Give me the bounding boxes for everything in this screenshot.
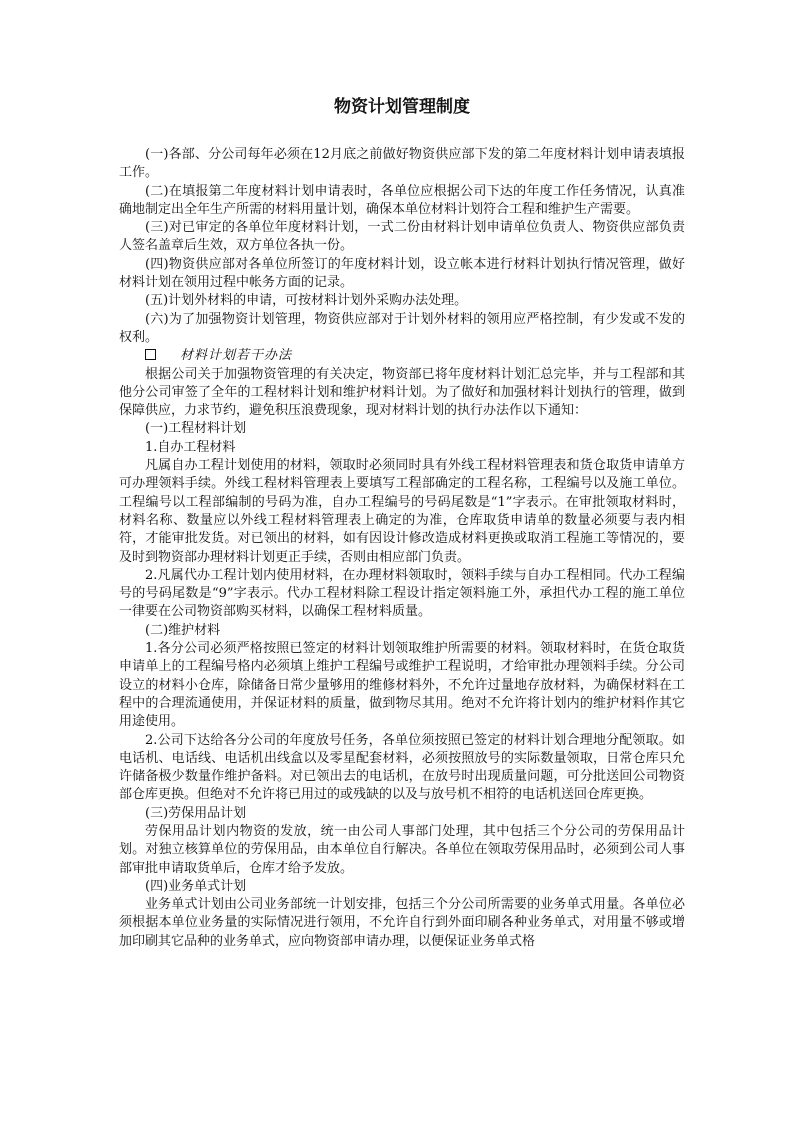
paragraph: 2.公司下达给各分公司的年度放号任务，各单位须按照已签定的材料计划合理地分配领取。如电话机、电话线、电话机出线盒以及零星配套材料，必须按照放号的实际数量领取，日常仓库只允许储备极少数量作维护备料。对已领出去的电话机，在放号时出现质量问题，可分批送回公司物资部仓库更换。但绝对不允许将已用过的或残缺的以及与放号机不相符的电话机送回仓库更换。 [119,732,685,803]
paragraph: 劳保用品计划内物资的发放，统一由公司人事部门处理，其中包括三个分公司的劳保用品计划。对独立核算单位的劳保用品，由本单位自行解决。各单位在领取劳保用品时，必须到公司人事部审批申请取货单后，仓库才给予发放。 [119,823,685,876]
subheading: (四)业务单式计划 [145,878,247,894]
section-heading [119,347,685,365]
paragraph: (一)各部、分公司每年必须在12月底之前做好物资供应部下发的第二年度材料计划申请表填报工作。 [119,147,685,181]
paragraph: (二)在填报第二年度材料计划申请表时，各单位应根据公司下达的年度工作任务情况，认真准确地制定出全年生产所需的材料用量计划，确保本单位材料计划符合工程和维护生产需要。 [119,183,685,217]
paragraph: (五)计划外材料的申请，可按材料计划外采购办法处理。 [145,293,468,309]
checkbox-square-icon [145,349,156,360]
subheading: (一)工程材料计划 [145,421,247,437]
subheading: (二)维护材料 [145,622,221,638]
paragraph: (四)物资供应部对各单位所签订的年度材料计划，设立帐本进行材料计划执行情况管理，做好材料计划在领用过程中帐务方面的记录。 [119,256,685,291]
document-title: 物资计划管理制度 [334,97,470,117]
section-heading-text: 材料计划若干办法 [180,348,293,364]
subheading: (三)劳保用品计划 [145,805,247,821]
paragraph: 业务单式计划由公司业务部统一计划安排，包括三个分公司所需要的业务单式用量。各单位必须根据本单位业务量的实际情况进行领用，不允许自行到外面印刷各种业务单式，对用量不够或增加印刷其它品种的业务单式，应向物资部申请办理，以便保证业务单式格 [119,897,685,949]
document-page [119,96,685,951]
paragraph: 1.各分公司必须严格按照已签定的材料计划领取维护所需要的材料。领取材料时，在货仓取货申请单上的工程编号格内必须填上维护工程编号或维护工程说明，才给审批办理领料手续。分公司设立的材料小仓库，除储备日常少量够用的维修材料外，不允许过量地存放材料，为确保材料在工程中的合理流通使用，并保证材料的质量，做到物尽其用。绝对不允许将计划内的维护材料作其它用途使用。 [119,641,685,730]
paragraph: 根据公司关于加强物资管理的有关决定，物资部已将年度材料计划汇总完毕，并与工程部和其他分公司审签了全年的工程材料计划和维护材料计划。为了做好和加强材料计划执行的管理，做到保障供应，力求节约，避免积压浪费现象，现对材料计划的执行办法作以下通知： [119,366,685,419]
subheading: 1.自办工程材料 [145,439,236,455]
paragraph: (三)对已审定的各单位年度材料计划，一式二份由材料计划申请单位负责人、物资供应部负责人签名盖章后生效，双方单位各执一份。 [119,220,685,254]
paragraph: (六)为了加强物资计划管理，物资供应部对于计划外材料的领用应严格控制，有少发或不发的权利。 [119,311,685,345]
paragraph: 凡属自办工程计划使用的材料，领取时必须同时具有外线工程材料管理表和货仓取货申请单方可办理领料手续。外线工程材料管理表上要填写工程部确定的工程名称，工程编号以及施工单位。工程编号以工程部编制的号码为准，自办工程编号的号码尾数是“1”字表示。在审批领取材料时，材料名称、数量应以外线工程材料管理表上确定的为准，仓库取货申请单的数量必须要与表内相符，才能审批发货。对已领出的材料，如有因设计修改造成材料更换或取消工程施工等情况的，要及时到物资部办理材料计划更正手续，否则由相应部门负责。 [119,458,685,565]
paragraph: 2.凡属代办工程计划内使用材料，在办理材料领取时，领料手续与自办工程相同。代办工程编号的号码尾数是“9”字表示。代办工程材料除工程设计指定领料施工外，承担代办工程的施工单位一律要在公司物资部购买材料，以确保工程材料质量。 [119,567,685,620]
